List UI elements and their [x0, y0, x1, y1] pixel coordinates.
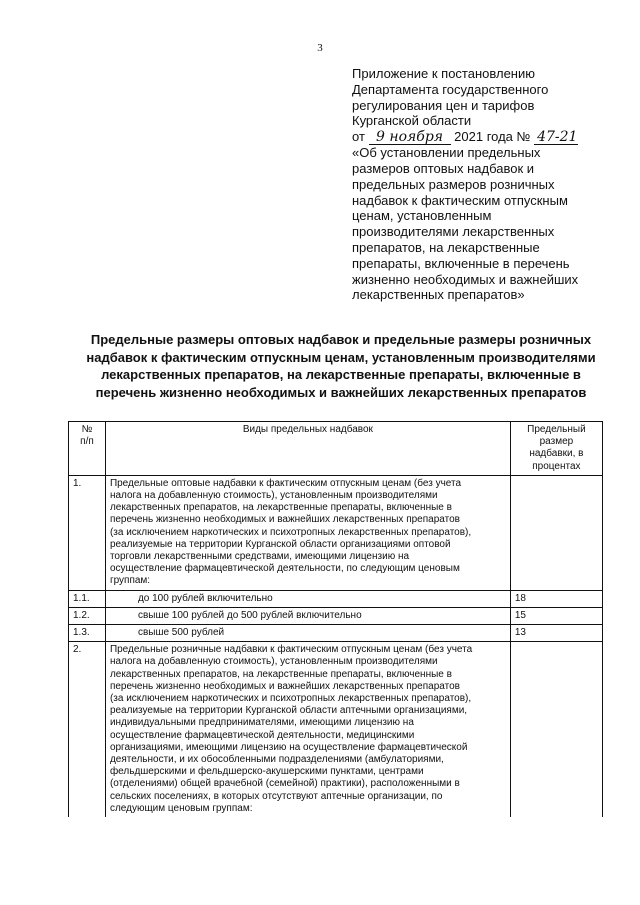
appendix-line: Департамента государственного [352, 81, 549, 97]
row-number: 1.3. [69, 625, 106, 642]
description-line: (за исключением наркотических и психотропных лекарственных препаратов), [109, 526, 472, 538]
description-line: налога на добавленную стоимость), установленным производителями [109, 656, 438, 668]
row-description [105, 475, 510, 590]
document-heading [78, 331, 604, 401]
row-rate: 18 [510, 590, 602, 607]
header-text: п/п [80, 436, 94, 448]
header-text: № [81, 424, 93, 435]
description-line: лекарственных препаратов, на лекарственные препараты, включенные в [109, 502, 452, 514]
markup-rates-table [68, 421, 603, 817]
description-line: индивидуальными предпринимателями, имеющими лицензию на [109, 717, 414, 729]
year-text: 2021 года № [454, 129, 531, 145]
appendix-date-line [352, 129, 622, 145]
description-line: перечень жизненно необходимых и важнейших лекарственных препаратов [109, 680, 460, 692]
description-line: торговли лекарственными средствами, имеющими лицензию на [109, 551, 410, 563]
description-line: деятельности, и их обособленными подразделениями (амбулаториями, [109, 754, 444, 766]
heading-line: надбавок к фактическим отпускным ценам, установленным производителями [86, 349, 596, 365]
heading-line: перечень жизненно необходимых и важнейших лекарственных препаратов [95, 384, 587, 400]
row-description [105, 642, 510, 817]
row-number: 2. [69, 642, 106, 817]
handwritten-number: 47-21 [534, 131, 578, 145]
appendix-title-line: предельных размеров розничных [352, 176, 555, 192]
row-number: 1. [69, 475, 106, 590]
table-row [69, 625, 603, 642]
description-line: фельдшерскими и фельдшерско-акушерскими пунктами, центрами [109, 766, 424, 778]
description-line: организациями, имеющими лицензию на осуществление фармацевтической [109, 741, 468, 753]
appendix-title-line: препаратов, на лекарственные [352, 239, 540, 255]
description-line: до 100 рублей включительно [137, 592, 273, 604]
description-line: Предельные розничные надбавки к фактическим отпускным ценам (без учета [109, 644, 473, 656]
description-line: налога на добавленную стоимость), установленным производителями [109, 490, 438, 502]
description-line: Предельные оптовые надбавки к фактическим отпускным ценам (без учета [109, 477, 462, 489]
table-header-row [69, 422, 603, 476]
table-row [69, 475, 603, 590]
row-description [105, 625, 510, 642]
table-row [69, 607, 603, 624]
appendix-block [352, 66, 622, 303]
appendix-title-line: жизненно необходимых и важнейших [352, 271, 579, 287]
appendix-title-line: ценам, установленным [352, 208, 492, 224]
appendix-line: регулирования цен и тарифов [352, 97, 535, 113]
header-text: надбавки, в [529, 448, 584, 460]
heading-line: лекарственных препаратов, на лекарственные препараты, включенные в [101, 367, 581, 382]
description-line: реализуемые на территории Курганской области организациями оптовой [109, 538, 451, 550]
row-number: 1.2. [69, 607, 106, 624]
appendix-title-line: производителями лекарственных [352, 224, 555, 240]
description-line: следующим ценовым группам: [109, 802, 253, 814]
row-rate: 13 [510, 625, 602, 642]
header-rate [510, 422, 602, 476]
heading-line: Предельные размеры оптовых надбавок и предельные размеры розничных [90, 332, 592, 347]
table-body [69, 475, 603, 817]
header-text: размер [539, 436, 574, 448]
description-line: группам: [109, 575, 151, 587]
page-number: 3 [317, 42, 323, 54]
appendix-title-line: «Об установлении предельных [352, 145, 541, 161]
header-text: процентах [532, 460, 581, 472]
appendix-line: Приложение к постановлению [352, 66, 535, 81]
row-description [105, 590, 510, 607]
header-number [69, 422, 106, 476]
row-rate [510, 642, 602, 817]
description-line: осуществление фармацевтической деятельности, медицинскими [109, 729, 415, 741]
row-rate [510, 475, 602, 590]
appendix-line: Курганской области [352, 113, 472, 129]
description-line: свыше 100 рублей до 500 рублей включительно [137, 609, 362, 621]
description-line: сельских поселениях, в которых отсутствуют аптечные организации, по [109, 790, 443, 802]
row-description [105, 607, 510, 624]
description-line: (за исключением наркотических и психотропных лекарственных препаратов), [109, 693, 472, 705]
header-text: Предельный [527, 424, 586, 435]
table-row [69, 642, 603, 817]
description-line: (отделениями) общей врачебной (семейной) практики), расположенными в [109, 778, 460, 790]
description-line: перечень жизненно необходимых и важнейших лекарственных препаратов [109, 514, 460, 526]
description-line: реализуемые на территории Курганской области аптечными организациями, [109, 705, 468, 717]
header-description: Виды предельных надбавок [105, 422, 510, 476]
table-row [69, 590, 603, 607]
appendix-title-line: препараты, включенные в перечень [352, 255, 570, 271]
description-line: лекарственных препаратов, на лекарственные препараты, включенные в [109, 668, 452, 680]
description-line: свыше 500 рублей [137, 627, 225, 639]
description-line: осуществление фармацевтической деятельности, по следующим ценовым [109, 563, 460, 575]
appendix-title-line: надбавок к фактическим отпускным [352, 192, 568, 208]
row-rate: 15 [510, 607, 602, 624]
date-prefix: от [352, 129, 365, 145]
row-number: 1.1. [69, 590, 106, 607]
handwritten-date: 9 ноября [369, 131, 451, 145]
appendix-title-line: лекарственных препаратов» [352, 287, 525, 303]
appendix-title-line: размеров оптовых надбавок и [352, 160, 535, 176]
